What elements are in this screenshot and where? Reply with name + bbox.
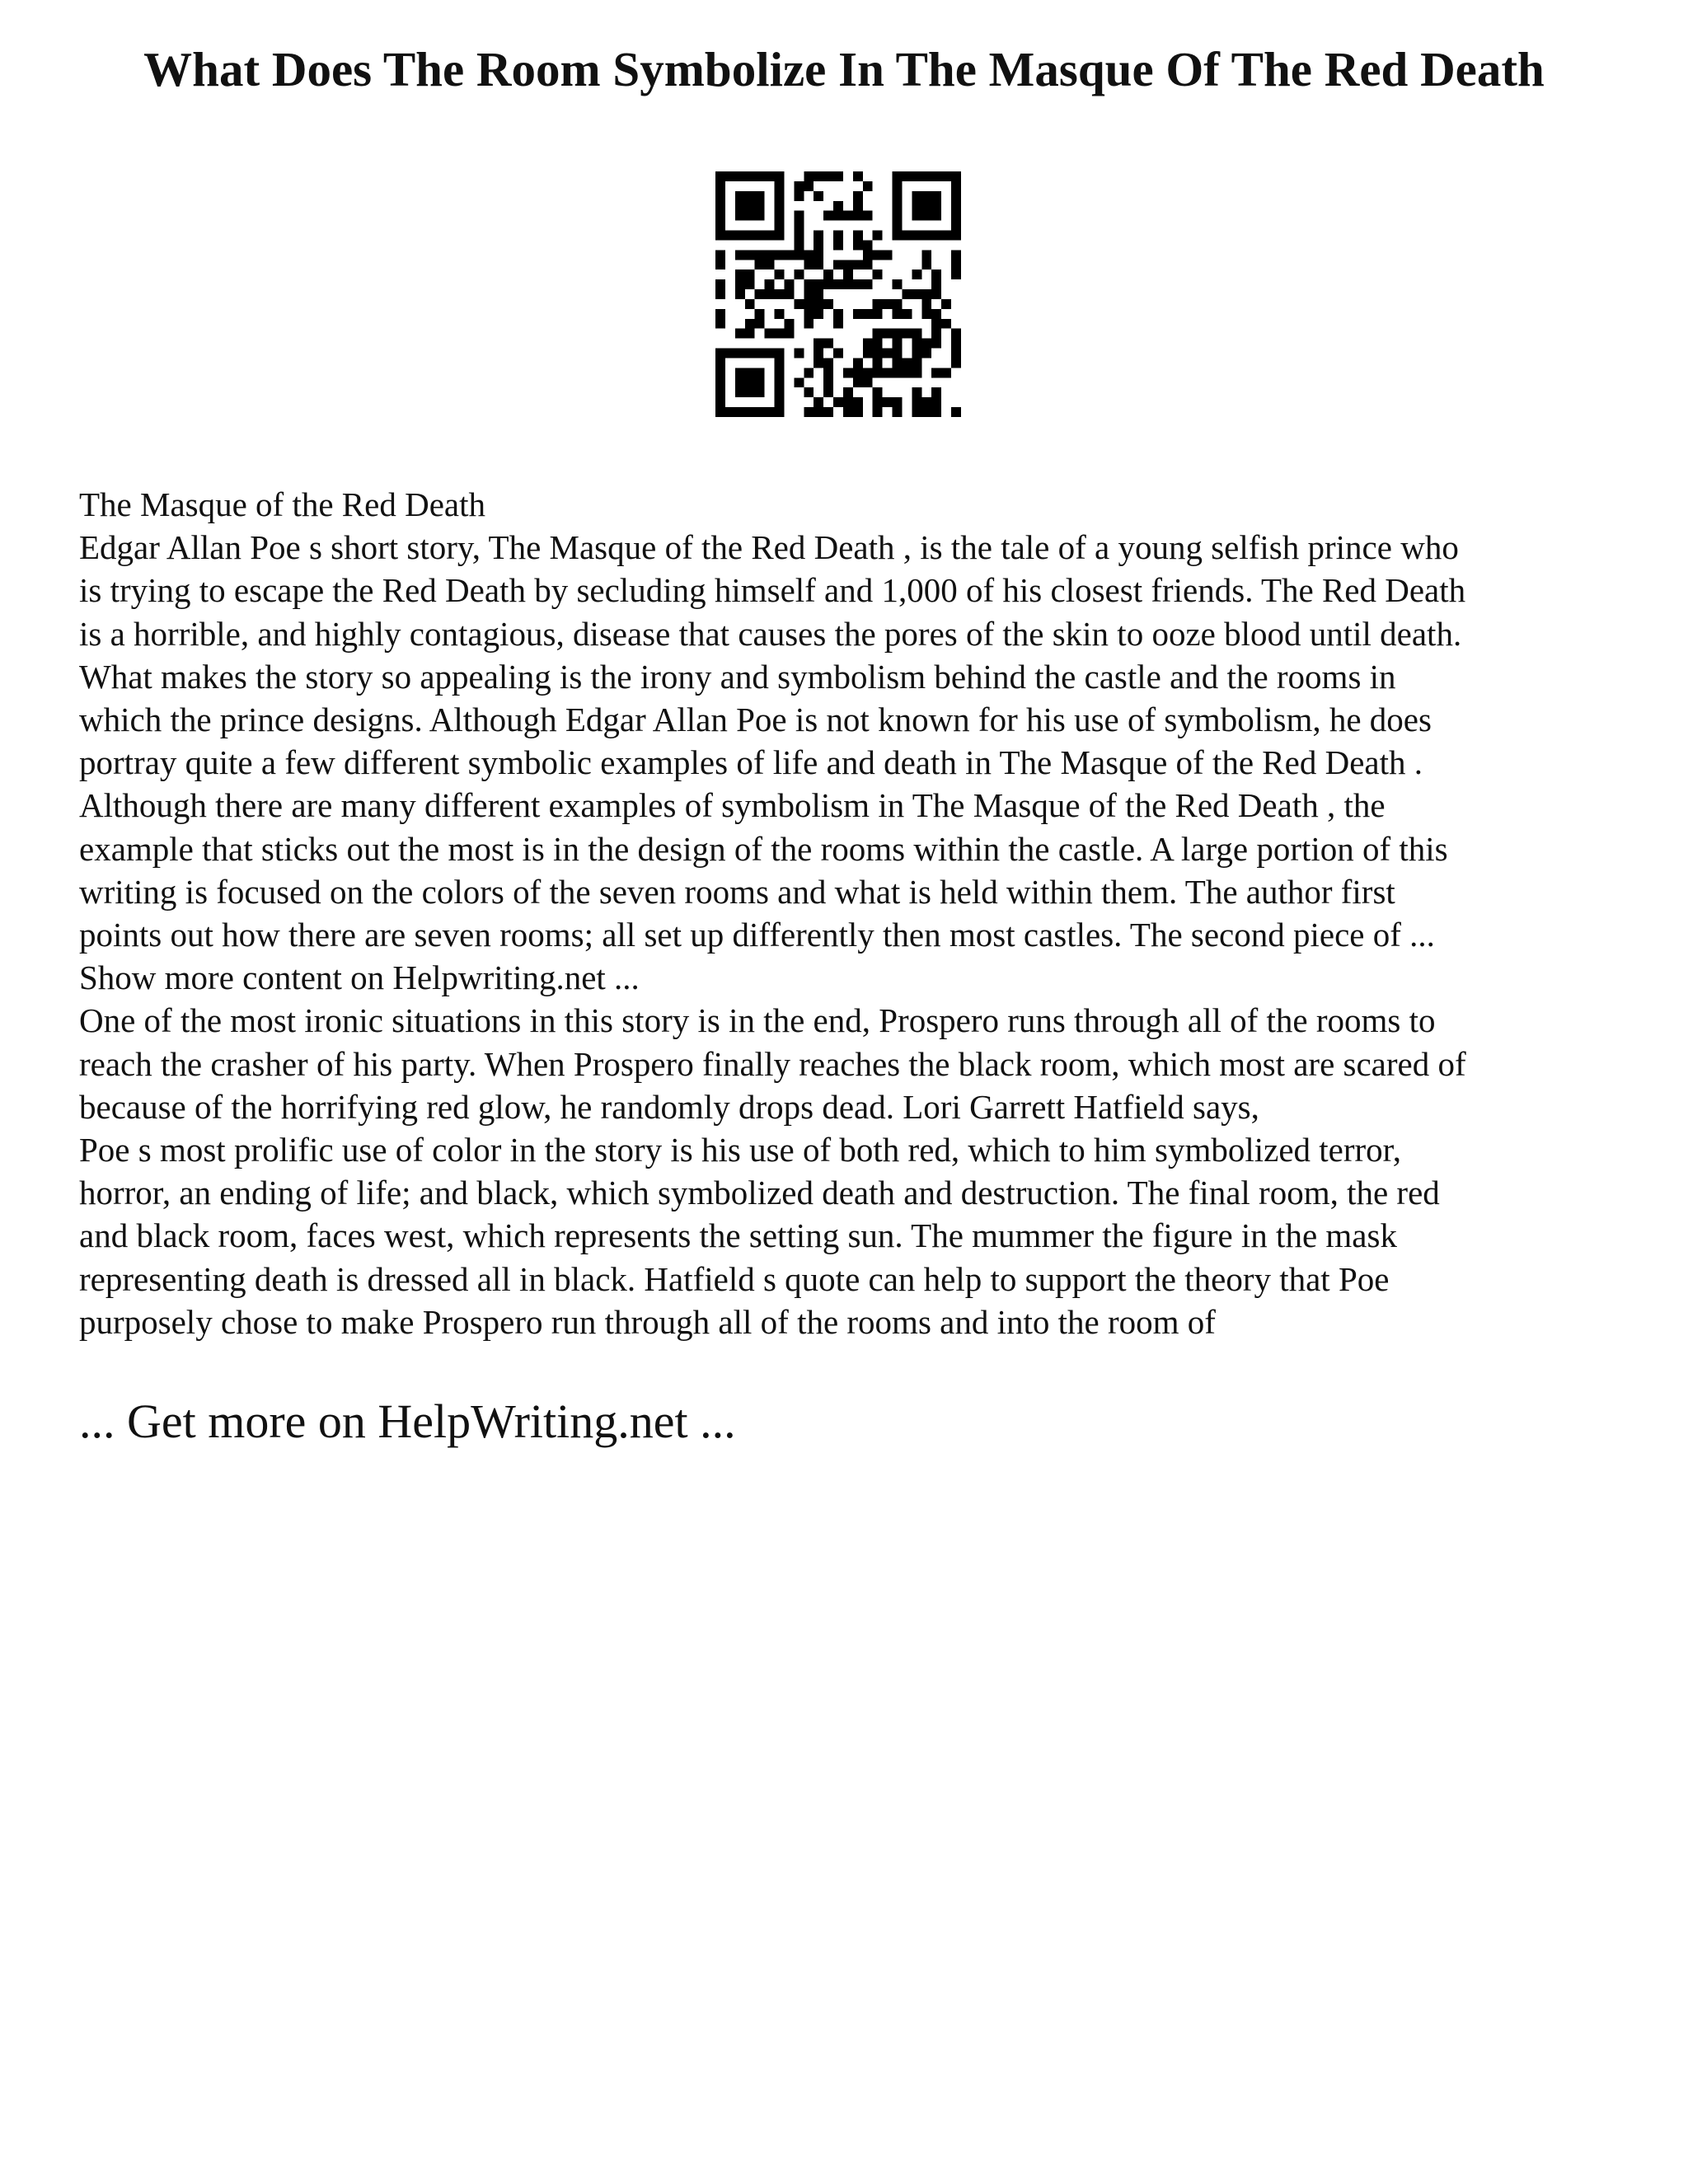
- paragraph-line: writing is focused on the colors of the seven rooms and what is held within them. The author first: [79, 872, 1395, 911]
- paragraph-line: which the prince designs. Although Edgar Allan Poe is not known for his use of symbolism, he does: [79, 701, 1432, 739]
- paragraph-line: example that sticks out the most is in the design of the rooms within the castle. A large portion of this: [79, 829, 1448, 868]
- get-more-link[interactable]: ... Get more on HelpWriting.net ...: [79, 1394, 736, 1448]
- paragraph-line: horror, an ending of life; and black, which symbolized death and destruction. The final room, the red: [79, 1174, 1440, 1212]
- page-title: What Does The Room Symbolize In The Masque Of The Red Death: [143, 42, 1545, 96]
- paragraph-line: One of the most ironic situations in this story is in the end, Prospero runs through all of the rooms to: [79, 1001, 1436, 1040]
- paragraph-line: and black room, faces west, which represents the setting sun. The mummer the figure in the mask: [79, 1216, 1397, 1255]
- paragraph-line: reach the crasher of his party. When Prospero finally reaches the black room, which most are scared of: [79, 1044, 1466, 1083]
- paragraph-line: Although there are many different examples of symbolism in The Masque of the Red Death , the: [79, 786, 1386, 825]
- paragraph-line: is a horrible, and highly contagious, disease that causes the pores of the skin to ooze blood until death.: [79, 614, 1462, 653]
- paragraph-line: is trying to escape the Red Death by secluding himself and 1,000 of his closest friends. The Red Death: [79, 571, 1466, 610]
- article-body: [79, 483, 1629, 1343]
- paragraph-line: purposely chose to make Prospero run through all of the rooms and into the room of: [79, 1302, 1216, 1341]
- paragraph-line: What makes the story so appealing is the irony and symbolism behind the castle and the rooms in: [79, 657, 1396, 696]
- paragraph-line: because of the horrifying red glow, he randomly drops dead. Lori Garrett Hatfield says,: [79, 1087, 1259, 1126]
- show-more-link[interactable]: Show more content on Helpwriting.net ...: [79, 958, 640, 997]
- paragraph-line: Poe s most prolific use of color in the story is his use of both red, which to him symbolized terror,: [79, 1131, 1401, 1169]
- paragraph-line: representing death is dressed all in black. Hatfield s quote can help to support the theory that Poe: [79, 1259, 1390, 1298]
- paragraph-line: points out how there are seven rooms; all set up differently then most castles. The second piece of ...: [79, 916, 1435, 954]
- paragraph-line: Edgar Allan Poe s short story, The Masque of the Red Death , is the tale of a young selfish prince who: [79, 528, 1459, 567]
- qr-code-icon[interactable]: [715, 171, 961, 417]
- article-heading: The Masque of the Red Death: [79, 485, 485, 523]
- qr-code-graphic: [715, 171, 961, 417]
- paragraph-line: portray quite a few different symbolic examples of life and death in The Masque of the Red Death .: [79, 743, 1423, 782]
